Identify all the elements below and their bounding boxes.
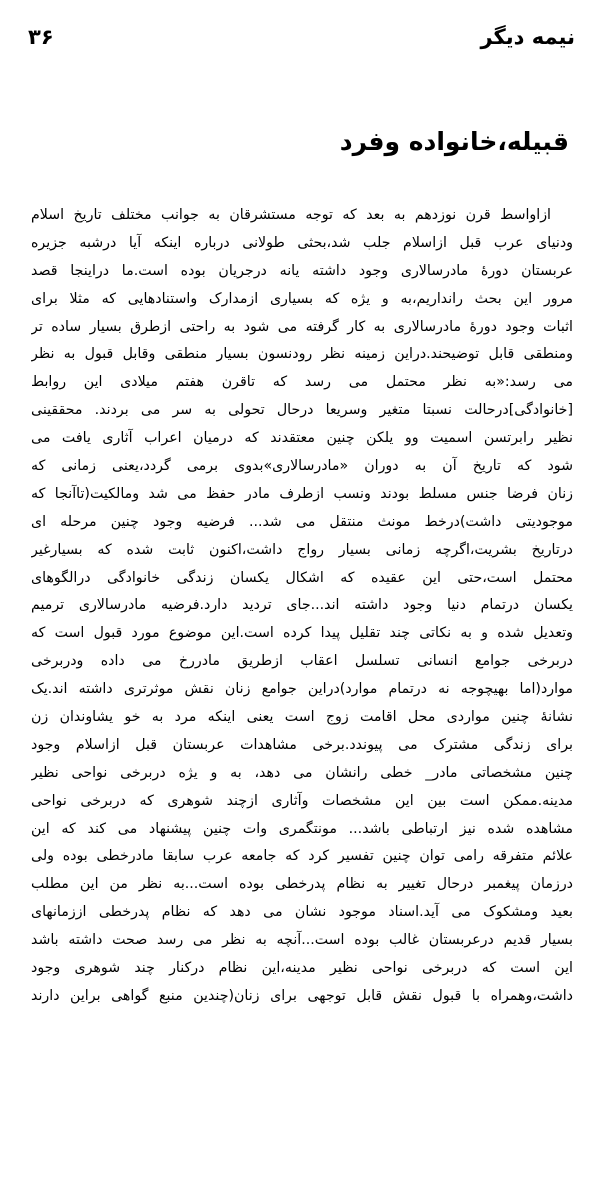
book-title: نیمه دیگر xyxy=(480,25,575,49)
text-line: بسیار قدیم درعربستان غالب بوده است...آنچه به نظر می رسد صحت داشته باشد xyxy=(31,932,573,949)
text-line: درتاریخ بشریت،اگرچه زمانی بسیار رواج داشت،اکنون ثابت شده که بسیارغیر xyxy=(31,541,573,558)
text-line: موارد(اما بهیچوجه نه درتمام موارد)دراین جوامع زنان نقش موثرتری داشته اند.یک xyxy=(31,681,573,698)
text-line: ودنیای عرب قبل ازاسلام جلب شد،بحثی طولانی درباره اینکه آیا درشبه جزیره xyxy=(31,234,573,251)
text-line: اثبات وجود دورۀ مادرسالاری به کار گرفته می شود به راحتی ازطرق بسیار ساده تر xyxy=(31,318,573,335)
text-line: چنین مشخصاتی مادر_ خطی رانشان می دهد، به و یژه دربرخی نواحی نظیر xyxy=(31,764,573,781)
text-line: وتعدیل شده و به نکاتی چند تقلیل پیدا کرده است.این موضوع مورد قبول است که xyxy=(31,625,573,642)
text-line: ومنطقی قابل توضیحند.دراین زمینه نظر رودنسون بسیار منطقی وقابل قبول به نظر xyxy=(31,346,573,363)
running-head xyxy=(28,22,575,52)
page-number: ۳۶ xyxy=(28,25,54,49)
text-line: ازاواسط قرن نوزدهم به بعد که توجه مستشرقان به جوانب مختلف تاریخ اسلام xyxy=(31,207,551,223)
text-line: مدینه.ممکن است بین این مشخصات وآثاری ازچند شوهری که دربرخی نواحی xyxy=(31,792,573,809)
text-line: نظیر رابرتسن اسمیت وو یلکن چنین معتقدند که درمیان اعراب آثاری یافت می xyxy=(31,430,573,447)
text-line: [خانوادگی]درحالت نسبتا متغیر وسریعا درحال تحولی به سر می بردند. محققینی xyxy=(31,402,573,419)
body-text xyxy=(31,202,573,1011)
text-line: زنان فرضا جنس مسلط بودند ونسب ازطرف مادر حفظ می شد ومالکیت(تاآنجا که xyxy=(31,485,573,502)
text-line: داشت،وهمراه با قبول نقش قابل توجهی برای زنان(چندین منبع گواهی براین دارند xyxy=(31,987,573,1004)
text-line: بعید ومشکوک می آید.اسناد موجود نشان می دهد که نظام پدرخطی اززمانهای xyxy=(31,904,573,921)
text-line: عربستان دورۀ مادرسالاری وجود داشته یانه درجریان بوده است.ما دراینجا قصد xyxy=(31,262,573,279)
text-line: محتمل است،حتی این عقیده که اشکال یکسان زندگی خانوادگی درالگوهای xyxy=(31,569,573,586)
chapter-title: قبیله،خانواده وفرد xyxy=(339,127,569,156)
text-line: مشاهده شده نیز ارتباطی باشد... مونتگمری وات چنین پیشنهاد می کند که این xyxy=(31,820,573,837)
text-line: علائم متفرقه رامی توان چنین تفسیر کرد که جامعه عرب سابقا مادرخطی بوده ولی xyxy=(31,848,573,865)
text-line: درزمان پیغمبر درحال تغییر به نظام پدرخطی بوده است...به نظر من این مطلب xyxy=(31,876,573,893)
text-line: این است که دربرخی نواحی نظیر مدینه،این نظام درکنار چند شوهری وجود xyxy=(31,960,573,977)
text-line: نشانۀ چنین مواردی محل اقامت زوج است یعنی اینکه مرد به خو یشاوندان زن xyxy=(31,709,573,726)
text-line: یکسان درتمام دنیا وجود داشته اند...جای تردید دارد.فرضیه مادرسالاری ترمیم xyxy=(31,597,573,614)
text-line: موجودیتی داشت)درخط مونث منتقل می شد... فرضیه وجود چنین مرحله ای xyxy=(31,513,573,530)
text-line: دربرخی جوامع انسانی تسلسل اعقاب ازطریق مادررخ می داده ودربرخی xyxy=(31,653,573,670)
text-line: مرور این بحث رانداریم،به و یژه که بسیاری ازمدارک واستنادهایی که مثلا برای xyxy=(31,290,573,307)
text-line: می رسد:«به نظر محتمل می رسد که تاقرن هفتم میلادی این روابط xyxy=(31,374,573,391)
text-line: شود که تاریخ آن به دوران «مادرسالاری»بدوی برمی گردد،یعنی زمانی که xyxy=(31,458,573,475)
text-line: برای زندگی مشترک می پیوندد.برخی مشاهدات عربستان قبل ازاسلام وجود xyxy=(31,736,573,753)
